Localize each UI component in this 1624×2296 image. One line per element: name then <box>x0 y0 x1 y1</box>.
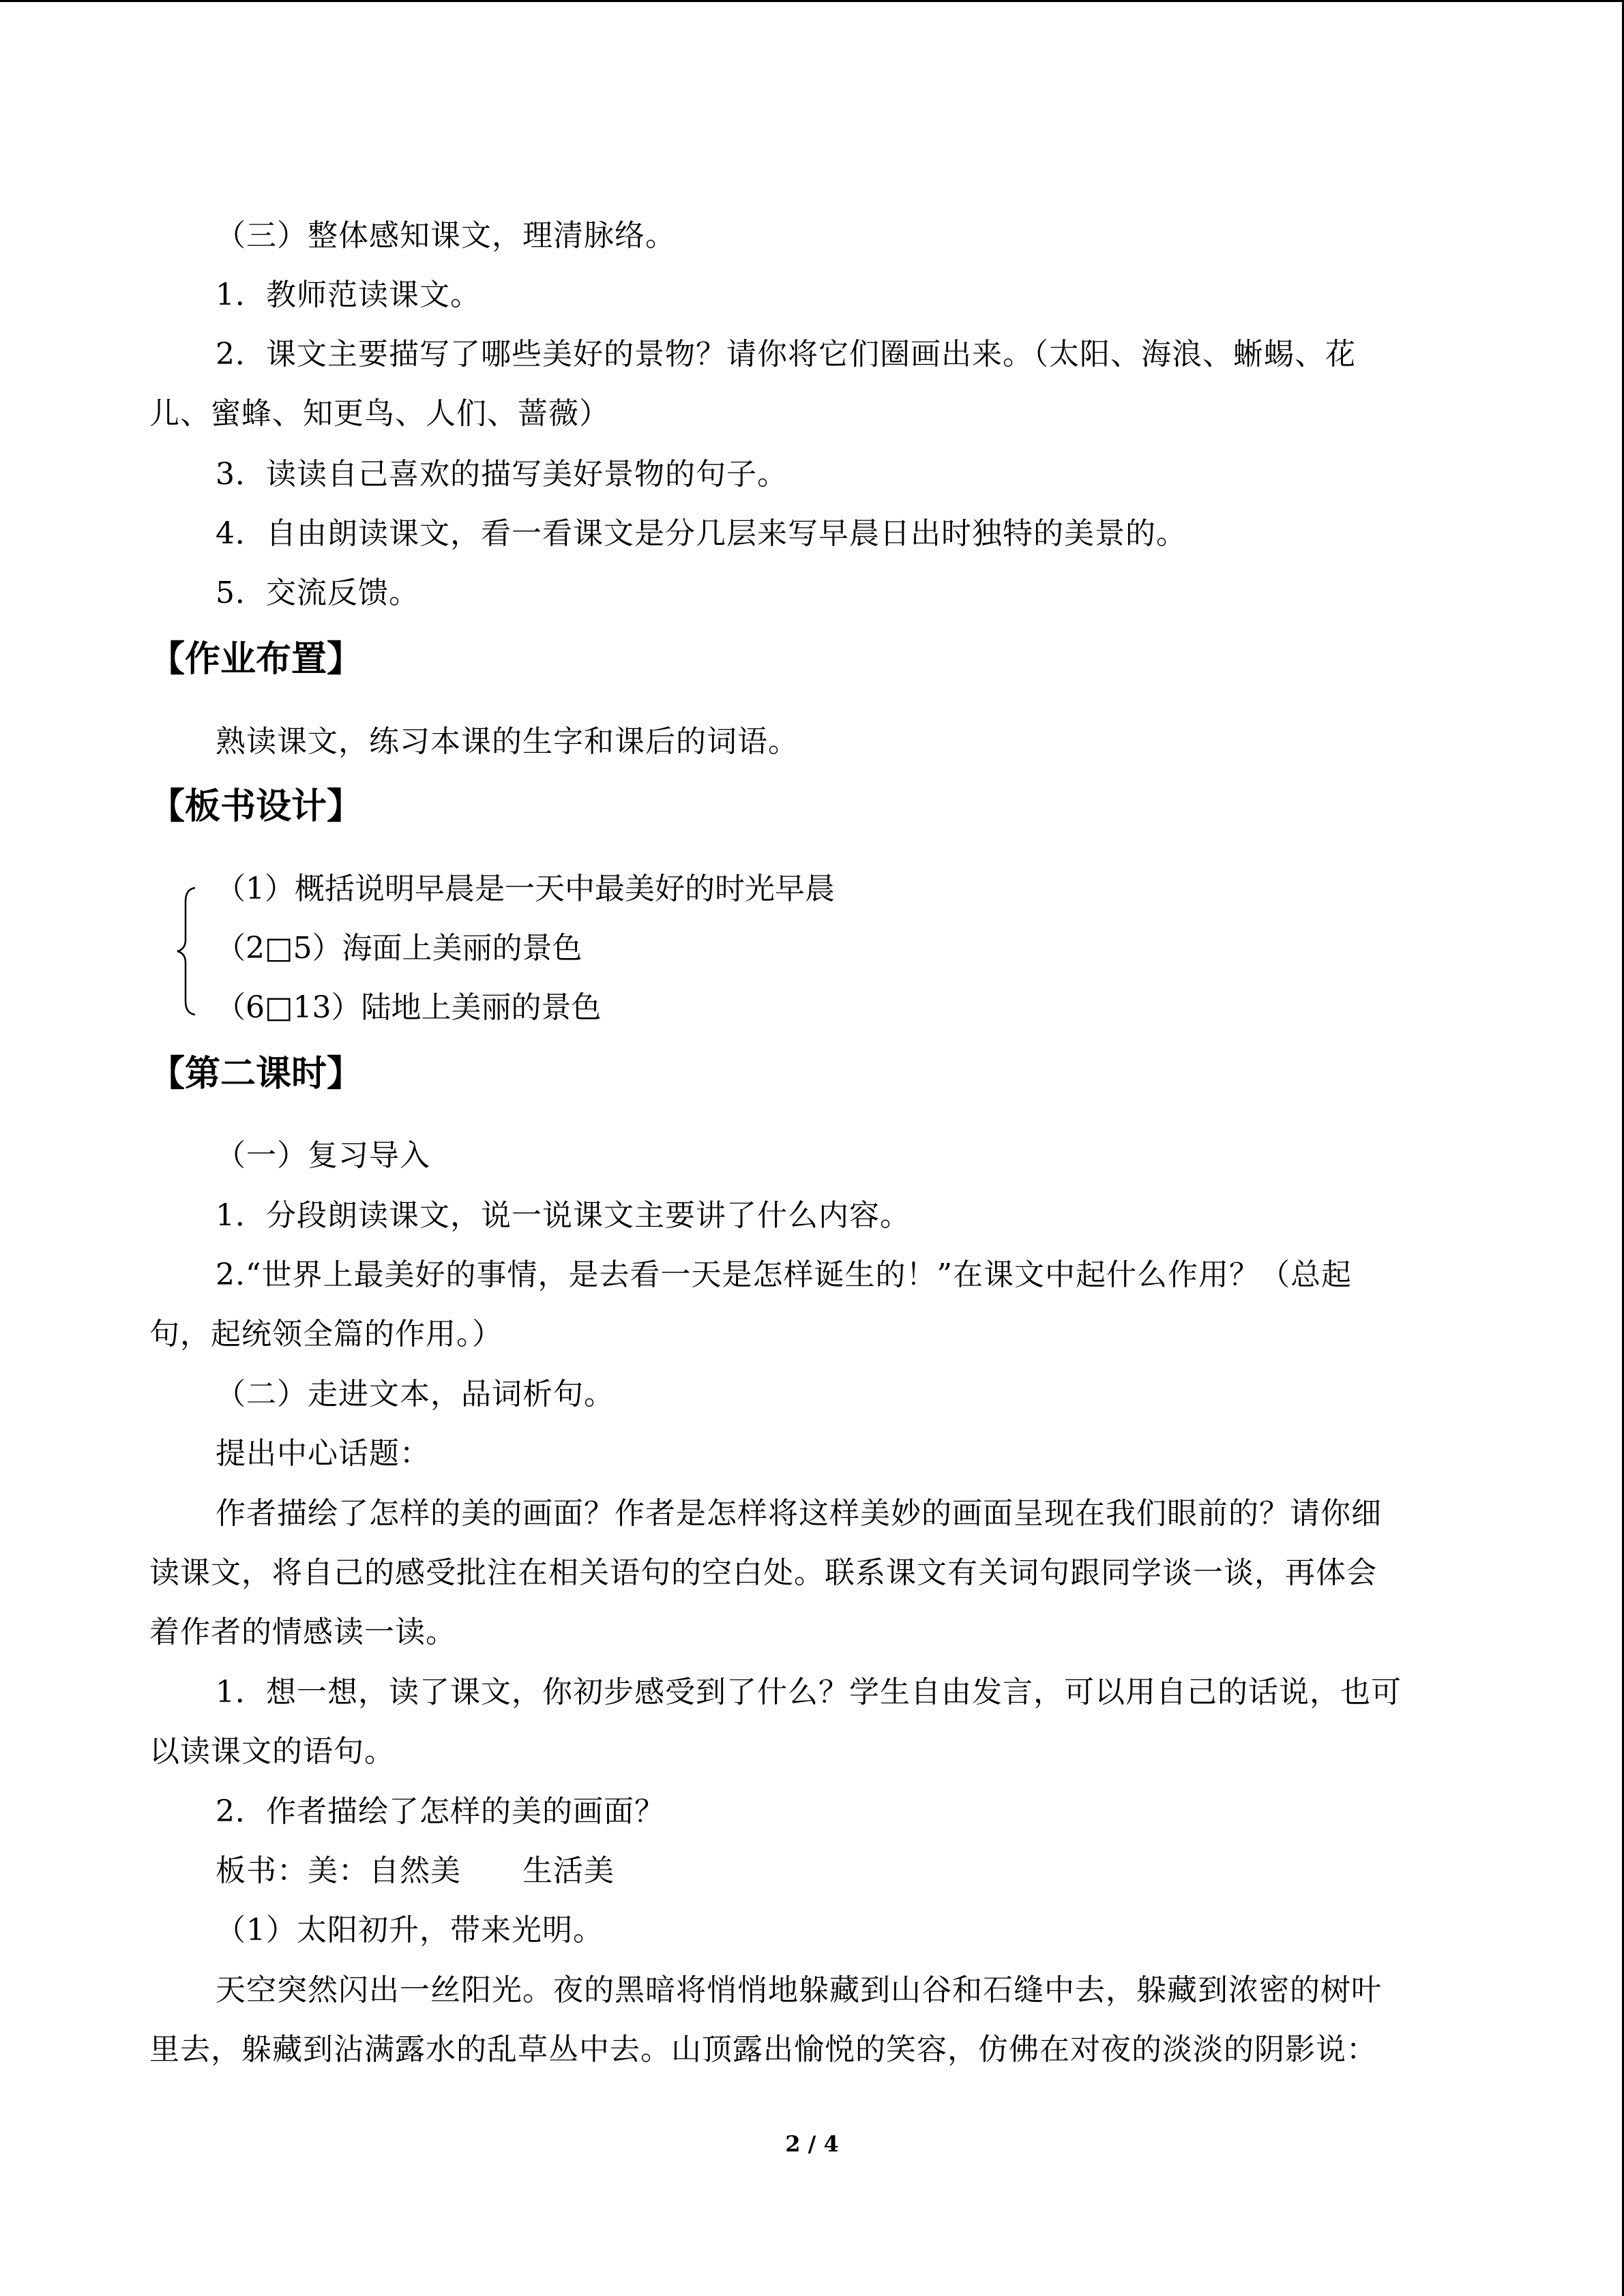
lesson2-line-7a: 1．想一想，读了课文，你初步感受到了什么？学生自由发言，可以用自己的话说，也可 <box>216 1675 1402 1710</box>
lesson2-line-7b: 以读课文的语句。 <box>149 1734 395 1769</box>
lesson2-line-1: （一）复习导入 <box>216 1138 430 1173</box>
lesson2-line-3a: 2.“世界上最美好的事情，是去看一天是怎样诞生的！”在课文中起什么作用？（总起 <box>216 1257 1352 1292</box>
lesson2-line-6c: 着作者的情感读一读。 <box>149 1615 456 1650</box>
page-number: 2 / 4 <box>785 2131 839 2157</box>
lesson2-line-10: （1）太阳初升，带来光明。 <box>216 1913 604 1948</box>
lesson2-line-6b: 读课文，将自己的感受批注在相关语句的空白处。联系课文有关词句跟同学谈一谈，再体会 <box>149 1555 1377 1590</box>
lesson2-line-2: 1．分段朗读课文，说一说课文主要讲了什么内容。 <box>216 1198 911 1233</box>
para-3: 3．读读自己喜欢的描写美好景物的句子。 <box>216 457 788 492</box>
lesson2-line-3b: 句，起统领全篇的作用。） <box>149 1317 503 1352</box>
lesson2-line-4: （二）走进文本，品词析句。 <box>216 1377 615 1412</box>
board-item-2: （2□5）海面上美丽的景色 <box>216 931 582 966</box>
page-top-border <box>0 0 1624 2</box>
board-heading: 【板书设计】 <box>149 786 363 827</box>
lesson2-line-11b: 里去，躲藏到沾满露水的乱草丛中去。山顶露出愉悦的笑容，仿佛在对夜的淡淡的阴影说： <box>149 2032 1377 2067</box>
left-brace-icon <box>176 886 196 1016</box>
lesson2-line-5: 提出中心话题： <box>216 1436 430 1471</box>
para-2a: 2．课文主要描写了哪些美好的景物？请你将它们圈画出来。（太阳、海浪、蜥蜴、花 <box>216 337 1356 372</box>
board-item-3: （6□13）陆地上美丽的景色 <box>216 990 602 1025</box>
lesson2-line-8: 2．作者描绘了怎样的美的画面？ <box>216 1794 665 1829</box>
part3-title: （三）整体感知课文，理清脉络。 <box>216 218 676 253</box>
para-2b: 儿、蜜蜂、知更鸟、人们、蔷薇） <box>149 396 610 431</box>
lesson2-line-9: 板书：美：自然美 生活美 <box>216 1853 615 1888</box>
lesson2-line-6a: 作者描绘了怎样的美的画面？作者是怎样将这样美妙的画面呈现在我们眼前的？请你细 <box>216 1496 1382 1531</box>
lesson2-line-11a: 天空突然闪出一丝阳光。夜的黑暗将悄悄地躲藏到山谷和石缝中去，躲藏到浓密的树叶 <box>216 1973 1382 2008</box>
homework-heading: 【作业布置】 <box>149 639 363 680</box>
homework-text: 熟读课文，练习本课的生字和课后的词语。 <box>216 724 799 759</box>
para-4: 4．自由朗读课文，看一看课文是分几层来写早晨日出时独特的美景的。 <box>216 516 1187 551</box>
lesson2-heading: 【第二课时】 <box>149 1054 363 1094</box>
para-5: 5．交流反馈。 <box>216 576 419 610</box>
para-1: 1．教师范读课文。 <box>216 278 481 312</box>
board-item-1: （1）概括说明早晨是一天中最美好的时光早晨 <box>216 871 835 906</box>
